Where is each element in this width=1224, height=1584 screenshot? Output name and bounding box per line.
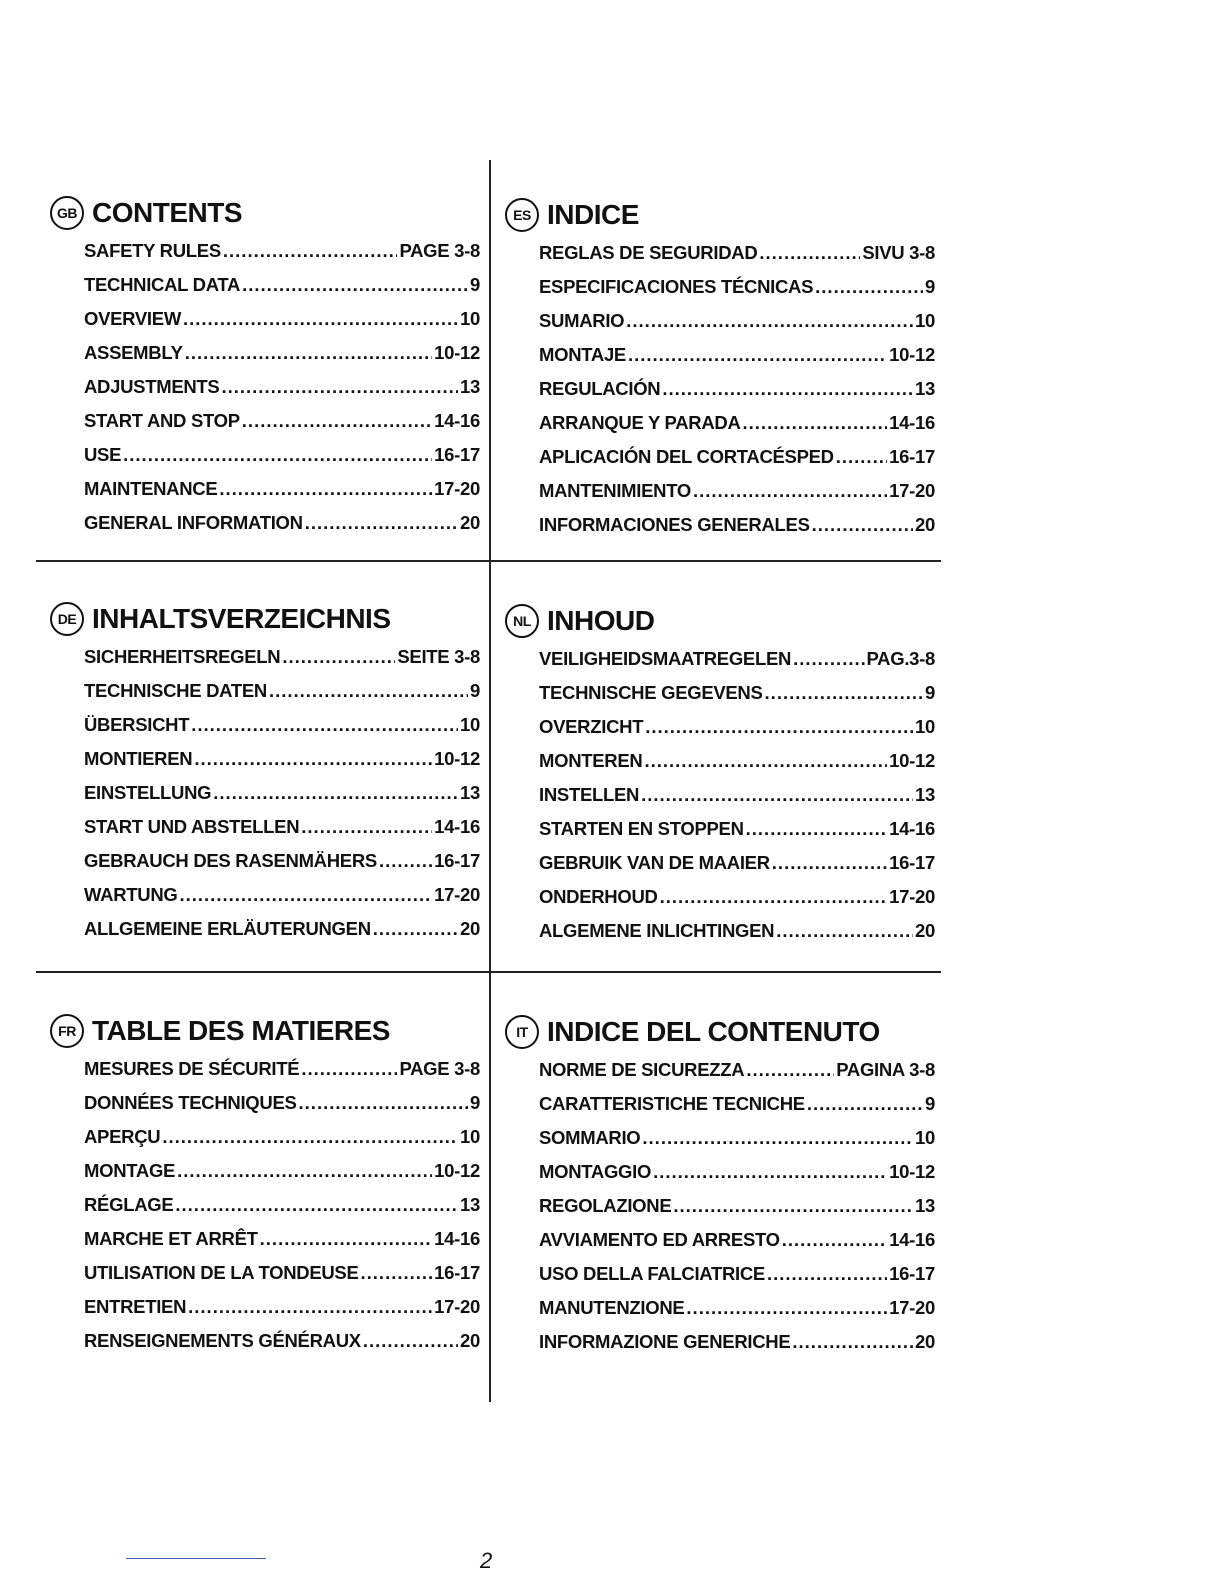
toc-entry-page: 13 <box>460 782 480 803</box>
language-badge-icon: IT <box>505 1015 539 1049</box>
footer-rule <box>126 1558 266 1559</box>
toc-entry-page: 13 <box>915 378 935 399</box>
section-title: CONTENTS <box>92 197 242 228</box>
dot-leader <box>686 1297 887 1319</box>
toc-entry-page: 14-16 <box>434 1228 480 1249</box>
toc-entry-label: MANUTENZIONE <box>539 1297 685 1318</box>
dot-leader <box>746 1059 834 1081</box>
toc-section-de <box>50 602 480 952</box>
toc-entry <box>84 308 480 342</box>
dot-leader <box>183 308 458 330</box>
toc-entry <box>84 410 480 444</box>
dot-leader <box>673 1195 913 1217</box>
language-badge-icon: GB <box>50 196 84 230</box>
toc-entry-page: 17-20 <box>889 480 935 501</box>
dot-leader <box>641 784 913 806</box>
toc-entry-page: PAGE 3-8 <box>399 1058 480 1079</box>
toc-entry-label: TECHNICAL DATA <box>84 274 241 295</box>
toc-entry-page: 10 <box>460 1126 480 1147</box>
dot-leader <box>746 818 888 840</box>
dot-leader <box>242 274 468 296</box>
toc-entry-label: OVERZICHT <box>539 716 644 737</box>
dot-leader <box>242 410 432 432</box>
toc-entry-label: SICHERHEITSREGELN <box>84 646 281 667</box>
column-divider <box>489 160 491 1402</box>
dot-leader <box>662 378 913 400</box>
toc-entry <box>539 852 935 886</box>
toc-entry <box>84 274 480 308</box>
toc-entry-page: 10 <box>915 716 935 737</box>
toc-entry-label: GEBRUIK VAN DE MAAIER <box>539 852 770 873</box>
toc-entry <box>84 748 480 782</box>
toc-entries <box>539 242 935 548</box>
toc-entry <box>539 310 935 344</box>
toc-entry-label: INSTELLEN <box>539 784 640 805</box>
toc-entry-page: 16-17 <box>889 1263 935 1284</box>
toc-entry-label: DONNÉES TECHNIQUES <box>84 1092 297 1113</box>
toc-entry-page: 16-17 <box>889 852 935 873</box>
toc-entry-label: RENSEIGNEMENTS GÉNÉRAUX <box>84 1330 361 1351</box>
toc-entry-label: ONDERHOUD <box>539 886 658 907</box>
toc-entry <box>84 376 480 410</box>
dot-leader <box>782 1229 887 1251</box>
toc-entry-label: TECHNISCHE GEGEVENS <box>539 682 763 703</box>
toc-entry-page: 20 <box>460 918 480 939</box>
toc-entry-page: 17-20 <box>889 886 935 907</box>
toc-entry-label: ÜBERSICHT <box>84 714 190 735</box>
toc-entry <box>539 446 935 480</box>
toc-entry-label: ENTRETIEN <box>84 1296 187 1317</box>
toc-entry <box>539 1229 935 1263</box>
toc-entry <box>84 850 480 884</box>
toc-entry-label: EINSTELLUNG <box>84 782 212 803</box>
toc-entry-label: SAFETY RULES <box>84 240 221 261</box>
toc-entry-label: START UND ABSTELLEN <box>84 816 300 837</box>
dot-leader <box>373 918 458 940</box>
toc-entry-label: WARTUNG <box>84 884 178 905</box>
dot-leader <box>743 412 888 434</box>
toc-entry <box>84 884 480 918</box>
toc-entry-label: INFORMAZIONE GENERICHE <box>539 1331 791 1352</box>
toc-entry <box>84 240 480 274</box>
page-number: 2 <box>480 1548 493 1573</box>
toc-entry <box>539 242 935 276</box>
toc-entry <box>84 1262 480 1296</box>
toc-entry-page: PAGINA 3-8 <box>836 1059 935 1080</box>
toc-entry <box>539 716 935 750</box>
toc-entry-page: 20 <box>460 1330 480 1351</box>
row-divider-1 <box>36 560 941 562</box>
toc-entry-page: SEITE 3-8 <box>397 646 480 667</box>
toc-entry-label: MESURES DE SÉCURITÉ <box>84 1058 300 1079</box>
toc-entry <box>539 1093 935 1127</box>
dot-leader <box>305 512 458 534</box>
toc-entry-page: PAG.3-8 <box>866 648 935 669</box>
dot-leader <box>792 1331 913 1353</box>
toc-entry-page: 9 <box>925 1093 935 1114</box>
dot-leader <box>759 242 860 264</box>
toc-entry <box>539 784 935 818</box>
toc-entry <box>539 682 935 716</box>
toc-entry-label: INFORMACIONES GENERALES <box>539 514 810 535</box>
dot-leader <box>653 1161 887 1183</box>
toc-entry <box>84 444 480 478</box>
dot-leader <box>363 1330 458 1352</box>
toc-entry-page: 20 <box>915 1331 935 1352</box>
toc-entry-label: GENERAL INFORMATION <box>84 512 303 533</box>
toc-entry-label: VEILIGHEIDSMAATREGELEN <box>539 648 792 669</box>
toc-entry-page: 13 <box>915 1195 935 1216</box>
toc-entry-page: 13 <box>460 376 480 397</box>
dot-leader <box>836 446 887 468</box>
dot-leader <box>626 310 913 332</box>
toc-entry-label: MONTAGGIO <box>539 1161 652 1182</box>
language-badge-icon: NL <box>505 604 539 638</box>
toc-entry-page: 10-12 <box>889 750 935 771</box>
dot-leader <box>644 750 887 772</box>
section-heading <box>505 1015 905 1049</box>
toc-entry-label: MONTAJE <box>539 344 626 365</box>
toc-entry-page: 16-17 <box>434 1262 480 1283</box>
toc-entry-page: 14-16 <box>889 1229 935 1250</box>
toc-entry-label: REGOLAZIONE <box>539 1195 672 1216</box>
toc-entries <box>84 240 480 546</box>
toc-entry-label: USE <box>84 444 122 465</box>
toc-entry-page: 20 <box>915 920 935 941</box>
toc-entry-page: 9 <box>470 680 480 701</box>
toc-entry-label: USO DELLA FALCIATRICE <box>539 1263 765 1284</box>
toc-entry-label: MANTENIMIENTO <box>539 480 691 501</box>
toc-entry-page: 14-16 <box>889 818 935 839</box>
toc-entry-page: 16-17 <box>434 850 480 871</box>
toc-entry <box>84 342 480 376</box>
toc-entry-label: MONTAGE <box>84 1160 176 1181</box>
toc-entry-label: STARTEN EN STOPPEN <box>539 818 744 839</box>
toc-entry-label: ESPECIFICACIONES TÉCNICAS <box>539 276 814 297</box>
toc-entry-label: ALGEMENE INLICHTINGEN <box>539 920 775 941</box>
dot-leader <box>693 480 887 502</box>
dot-leader <box>194 748 432 770</box>
toc-entry-page: 17-20 <box>434 884 480 905</box>
language-badge-icon: ES <box>505 198 539 232</box>
toc-entry-page: 10-12 <box>889 344 935 365</box>
dot-leader <box>765 682 923 704</box>
toc-entry-page: PAGE 3-8 <box>399 240 480 261</box>
dot-leader <box>123 444 432 466</box>
toc-entry-label: NORME DE SICUREZZA <box>539 1059 745 1080</box>
toc-entry-label: UTILISATION DE LA TONDEUSE <box>84 1262 359 1283</box>
dot-leader <box>177 1160 432 1182</box>
dot-leader <box>301 816 432 838</box>
toc-entry-page: 16-17 <box>889 446 935 467</box>
toc-entry <box>539 1059 935 1093</box>
section-title: INHALTSVERZEICHNIS <box>92 603 391 634</box>
section-title: INDICE <box>547 199 639 230</box>
language-badge-icon: DE <box>50 602 84 636</box>
section-heading <box>505 604 905 638</box>
toc-entry <box>539 1297 935 1331</box>
toc-entry <box>539 818 935 852</box>
dot-leader <box>767 1263 887 1285</box>
toc-entry-page: 13 <box>915 784 935 805</box>
toc-entry <box>539 1331 935 1365</box>
section-title: INDICE DEL CONTENUTO <box>547 1016 880 1047</box>
toc-entry <box>84 1058 480 1092</box>
toc-entry-label: APERÇU <box>84 1126 161 1147</box>
dot-leader <box>175 1194 458 1216</box>
toc-entry <box>84 1296 480 1330</box>
toc-entry <box>539 750 935 784</box>
toc-entry <box>84 646 480 680</box>
toc-entry <box>539 480 935 514</box>
dot-leader <box>221 376 458 398</box>
toc-entry-page: 20 <box>915 514 935 535</box>
row-divider-2 <box>36 971 941 973</box>
toc-entry-label: RÉGLAGE <box>84 1194 174 1215</box>
dot-leader <box>299 1092 468 1114</box>
dot-leader <box>191 714 458 736</box>
dot-leader <box>188 1296 432 1318</box>
toc-entry <box>84 1126 480 1160</box>
section-heading <box>50 196 450 230</box>
toc-entry <box>84 1160 480 1194</box>
toc-section-nl <box>505 604 935 954</box>
toc-entry <box>539 344 935 378</box>
section-heading <box>50 602 450 636</box>
toc-entry <box>539 886 935 920</box>
section-heading <box>505 198 905 232</box>
dot-leader <box>361 1262 433 1284</box>
toc-entry <box>84 512 480 546</box>
toc-entry-label: APLICACIÓN DEL CORTACÉSPED <box>539 446 834 467</box>
toc-entry <box>84 1194 480 1228</box>
toc-entry-label: AVVIAMENTO ED ARRESTO <box>539 1229 780 1250</box>
dot-leader <box>812 514 913 536</box>
dot-leader <box>185 342 432 364</box>
toc-entry <box>539 1263 935 1297</box>
dot-leader <box>379 850 432 872</box>
toc-entry-page: 10 <box>460 308 480 329</box>
toc-entry-label: MAINTENANCE <box>84 478 218 499</box>
toc-entry-page: 10-12 <box>434 342 480 363</box>
toc-entries <box>84 1058 480 1364</box>
language-badge-icon: FR <box>50 1014 84 1048</box>
toc-entry-page: 14-16 <box>434 816 480 837</box>
toc-entry <box>84 782 480 816</box>
toc-entry-label: GEBRAUCH DES RASENMÄHERS <box>84 850 377 871</box>
toc-entry-label: SOMMARIO <box>539 1127 641 1148</box>
toc-entries <box>539 1059 935 1365</box>
toc-entry-page: 14-16 <box>889 412 935 433</box>
toc-entry-label: REGULACIÓN <box>539 378 661 399</box>
toc-entry-page: 20 <box>460 512 480 533</box>
dot-leader <box>213 782 458 804</box>
toc-entry-page: 9 <box>925 682 935 703</box>
toc-entry-page: 10-12 <box>889 1161 935 1182</box>
dot-leader <box>642 1127 913 1149</box>
toc-entry-page: SIVU 3-8 <box>862 242 935 263</box>
dot-leader <box>162 1126 458 1148</box>
section-title: TABLE DES MATIERES <box>92 1015 390 1046</box>
section-heading <box>50 1014 450 1048</box>
dot-leader <box>301 1058 397 1080</box>
dot-leader <box>645 716 913 738</box>
section-title: INHOUD <box>547 605 655 636</box>
toc-entry-page: 10 <box>460 714 480 735</box>
toc-section-gb <box>50 196 480 546</box>
toc-entry-label: MARCHE ET ARRÊT <box>84 1228 258 1249</box>
dot-leader <box>219 478 432 500</box>
toc-entry <box>84 1330 480 1364</box>
toc-entry-label: START AND STOP <box>84 410 240 431</box>
dot-leader <box>269 680 468 702</box>
toc-entry-label: CARATTERISTICHE TECNICHE <box>539 1093 805 1114</box>
toc-entry-label: ARRANQUE Y PARADA <box>539 412 741 433</box>
toc-entry <box>539 412 935 446</box>
toc-entry <box>539 920 935 954</box>
toc-entry-page: 9 <box>925 276 935 297</box>
toc-entry-label: ASSEMBLY <box>84 342 183 363</box>
dot-leader <box>260 1228 433 1250</box>
toc-entry <box>84 918 480 952</box>
toc-entry <box>84 1092 480 1126</box>
dot-leader <box>628 344 887 366</box>
toc-entry-label: REGLAS DE SEGURIDAD <box>539 242 758 263</box>
toc-entry <box>539 1127 935 1161</box>
toc-entries <box>84 646 480 952</box>
toc-section-fr <box>50 1014 480 1364</box>
toc-entry <box>539 1161 935 1195</box>
toc-entry-page: 17-20 <box>889 1297 935 1318</box>
toc-entry-label: ALLGEMEINE ERLÄUTERUNGEN <box>84 918 371 939</box>
toc-entry-label: ADJUSTMENTS <box>84 376 220 397</box>
dot-leader <box>815 276 923 298</box>
toc-entry-page: 10-12 <box>434 1160 480 1181</box>
toc-entry-page: 14-16 <box>434 410 480 431</box>
toc-entry-label: OVERVIEW <box>84 308 181 329</box>
dot-leader <box>807 1093 923 1115</box>
toc-section-it <box>505 1015 935 1365</box>
toc-entry-page: 9 <box>470 1092 480 1113</box>
dot-leader <box>660 886 888 908</box>
toc-section-es <box>505 198 935 548</box>
dot-leader <box>772 852 887 874</box>
dot-leader <box>793 648 864 670</box>
toc-entry <box>539 648 935 682</box>
toc-entry <box>84 1228 480 1262</box>
toc-entry-label: MONTIEREN <box>84 748 193 769</box>
toc-entry-page: 10-12 <box>434 748 480 769</box>
toc-entries <box>539 648 935 954</box>
toc-entry-page: 17-20 <box>434 478 480 499</box>
toc-entry-label: MONTEREN <box>539 750 643 771</box>
toc-entry-page: 9 <box>470 274 480 295</box>
toc-entry <box>84 714 480 748</box>
toc-entry-page: 16-17 <box>434 444 480 465</box>
toc-entry <box>84 478 480 512</box>
toc-entry <box>84 816 480 850</box>
toc-entry-page: 10 <box>915 1127 935 1148</box>
dot-leader <box>223 240 398 262</box>
toc-entry-page: 10 <box>915 310 935 331</box>
toc-entry-label: TECHNISCHE DATEN <box>84 680 267 701</box>
toc-entry <box>539 378 935 412</box>
toc-entry-page: 17-20 <box>434 1296 480 1317</box>
dot-leader <box>776 920 913 942</box>
toc-entry <box>84 680 480 714</box>
toc-entry-label: SUMARIO <box>539 310 625 331</box>
toc-entry <box>539 514 935 548</box>
toc-entry <box>539 276 935 310</box>
toc-entry-page: 13 <box>460 1194 480 1215</box>
toc-entry <box>539 1195 935 1229</box>
dot-leader <box>282 646 395 668</box>
dot-leader <box>179 884 432 906</box>
